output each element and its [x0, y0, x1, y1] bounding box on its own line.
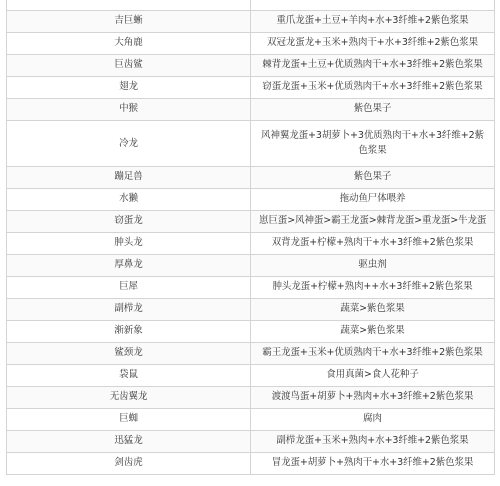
table-row [7, 10, 495, 32]
food-cell [251, 0, 495, 10]
creature-name-cell: 大角鹿 [7, 32, 251, 54]
table-row [7, 0, 495, 10]
table-row [7, 342, 495, 364]
table-row [7, 452, 495, 474]
table-body [7, 0, 495, 474]
table-row [7, 364, 495, 386]
food-cell: 窃蛋龙蛋+玉米+优质熟肉干+水+3纤维+2紫色浆果 [251, 76, 495, 98]
table-row [7, 320, 495, 342]
food-cell: 双冠龙蛋龙+玉米+熟肉干+水+3纤维+2紫色浆果 [251, 32, 495, 54]
table-row [7, 76, 495, 98]
table-row [7, 210, 495, 232]
creature-name-cell: 冷龙 [7, 120, 251, 166]
food-table-container [6, 0, 494, 475]
creature-name-cell: 渐新象 [7, 320, 251, 342]
food-cell: 双背龙蛋+柠檬+熟肉干+水+3纤维+2紫色浆果 [251, 232, 495, 254]
creature-name-cell: 鲨颈龙 [7, 342, 251, 364]
table-row [7, 232, 495, 254]
creature-name-cell: 剑齿虎 [7, 452, 251, 474]
creature-name-cell: 窃蛋龙 [7, 210, 251, 232]
creature-name-cell: 水獭 [7, 188, 251, 210]
table-row [7, 408, 495, 430]
creature-name-cell: 巨犀 [7, 276, 251, 298]
table-row [7, 166, 495, 188]
food-cell: 重爪龙蛋+土豆+羊肉+水+3纤维+2紫色浆果 [251, 10, 495, 32]
food-cell: 副栉龙蛋+玉米+熟肉+水+3纤维+2紫色浆果 [251, 430, 495, 452]
creature-name-cell: 巨齿鲨 [7, 54, 251, 76]
table-row [7, 298, 495, 320]
food-cell: 霸王龙蛋+玉米+优质熟肉干+水+3纤维+2紫色浆果 [251, 342, 495, 364]
dinosaur-food-table [6, 0, 495, 475]
food-cell: 崽巨蛋>风神蛋>霸王龙蛋>棘背龙蛋>重龙蛋>牛龙蛋 [251, 210, 495, 232]
creature-name-cell: 翅龙 [7, 76, 251, 98]
table-row [7, 276, 495, 298]
food-cell: 蔬菜>紫色浆果 [251, 320, 495, 342]
creature-name-cell: 袋鼠 [7, 364, 251, 386]
food-cell: 棘背龙蛋+土豆+优质熟肉干+水+3纤维+2紫色浆果 [251, 54, 495, 76]
table-row [7, 188, 495, 210]
creature-name-cell: 无齿翼龙 [7, 386, 251, 408]
table-row [7, 32, 495, 54]
food-cell: 紫色果子 [251, 166, 495, 188]
table-row [7, 120, 495, 166]
creature-name-cell: 肿头龙 [7, 232, 251, 254]
food-cell: 蔬菜>紫色浆果 [251, 298, 495, 320]
table-row [7, 254, 495, 276]
creature-name-cell: 厚鼻龙 [7, 254, 251, 276]
food-cell: 紫色果子 [251, 98, 495, 120]
food-cell: 冒龙蛋+胡萝卜+熟肉干+水+3纤维+2紫色浆果 [251, 452, 495, 474]
creature-name-cell: 蹦足兽 [7, 166, 251, 188]
food-cell: 食用真菌>食人花种子 [251, 364, 495, 386]
food-cell: 拖动鱼尸体喂养 [251, 188, 495, 210]
creature-name-cell: 中猴 [7, 98, 251, 120]
table-row [7, 54, 495, 76]
creature-name-cell: 迅猛龙 [7, 430, 251, 452]
creature-name-cell [7, 0, 251, 10]
food-cell: 风神翼龙蛋+3胡萝卜+3优质熟肉干+水+3纤维+2紫色浆果 [251, 120, 495, 166]
food-cell: 驱虫剂 [251, 254, 495, 276]
table-row [7, 98, 495, 120]
food-cell: 肿头龙蛋+柠檬+熟肉++水+3纤维+2紫色浆果 [251, 276, 495, 298]
creature-name-cell: 副栉龙 [7, 298, 251, 320]
creature-name-cell: 巨蜘 [7, 408, 251, 430]
food-cell: 腐肉 [251, 408, 495, 430]
food-cell: 渡渡鸟蛋+胡萝卜+熟肉+水+3纤维+2紫色浆果 [251, 386, 495, 408]
creature-name-cell: 吉巨蜥 [7, 10, 251, 32]
table-row [7, 386, 495, 408]
table-row [7, 430, 495, 452]
